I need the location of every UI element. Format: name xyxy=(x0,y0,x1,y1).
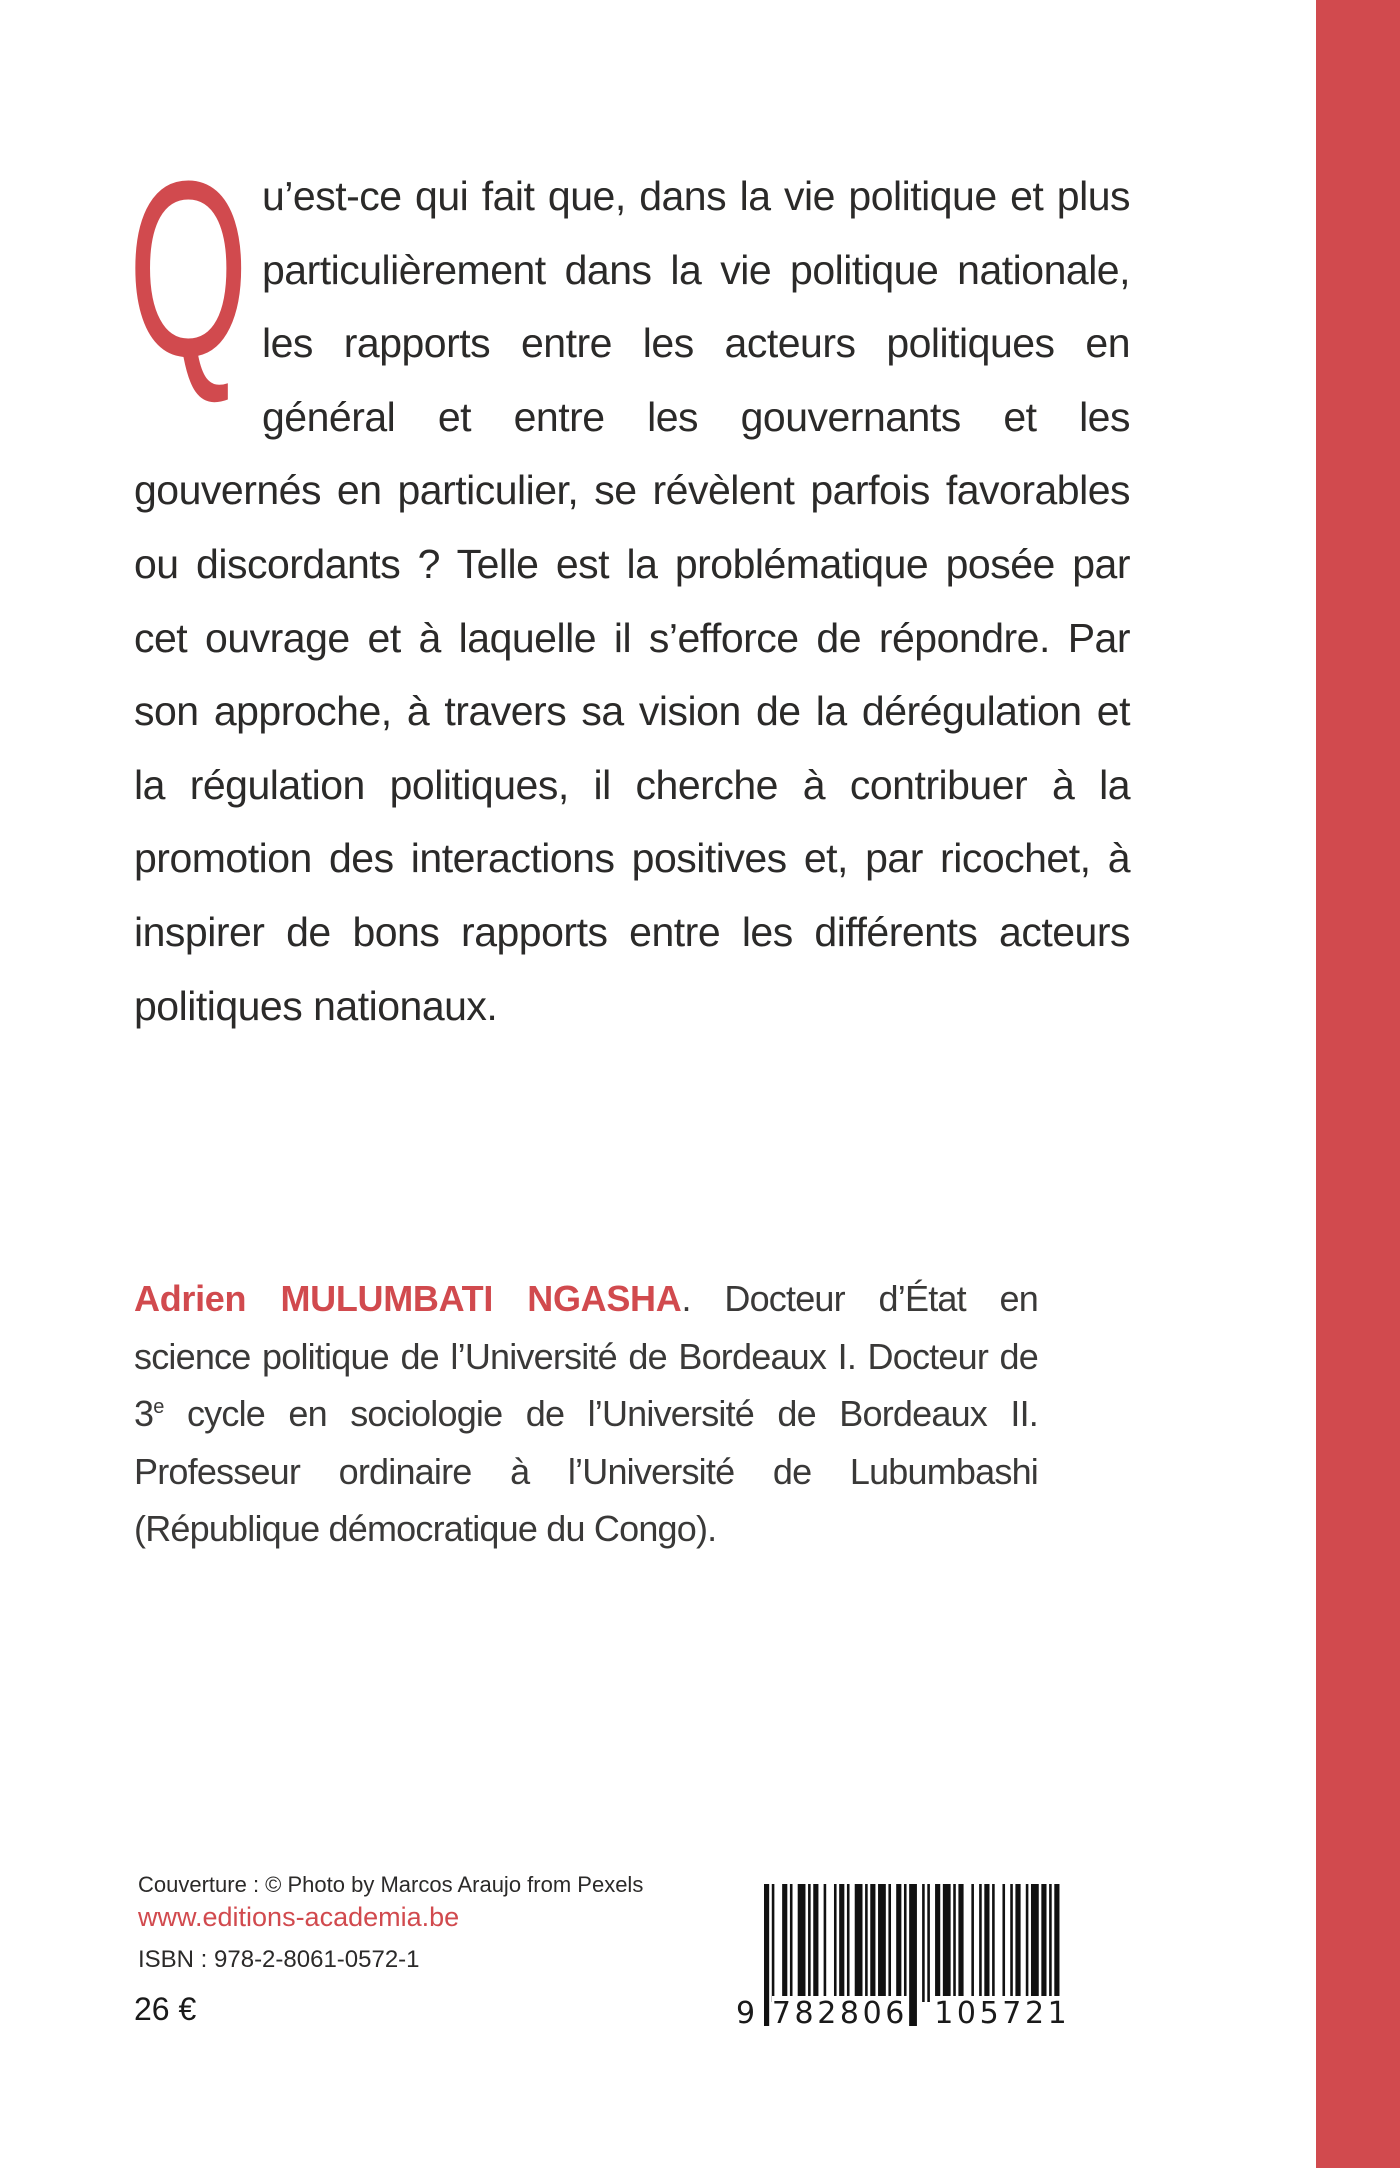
barcode-bar xyxy=(922,1884,925,2002)
barcode-bar xyxy=(927,1884,930,2002)
barcode-bar xyxy=(782,1884,787,2002)
barcode-bar xyxy=(1002,1884,1005,2002)
author-bio-text-2: cycle en sociologie de l’Université de Bordeaux II. Professeur ordinaire à l’Université de Lubumbashi (République démocratique du Congo). xyxy=(134,1393,1038,1549)
drop-cap-letter: Q xyxy=(128,129,247,408)
barcode-bar xyxy=(790,1884,793,2002)
barcode-bar xyxy=(855,1884,863,2002)
barcode-bar xyxy=(1041,1884,1046,2002)
barcode-bar xyxy=(992,1884,995,2002)
barcode-bar xyxy=(870,1884,875,2002)
barcode-digits-right: 105721 xyxy=(934,1996,1071,2031)
barcode-bar xyxy=(847,1884,850,2002)
price-label: 26 € xyxy=(134,1991,197,2027)
barcode-bar xyxy=(865,1884,868,2002)
isbn-barcode xyxy=(736,1876,1072,2036)
back-cover-blurb xyxy=(128,129,1130,1043)
author-bio-superscript: e xyxy=(153,1396,164,1418)
barcode-bar xyxy=(888,1884,891,2002)
barcode-bar xyxy=(824,1884,827,2002)
barcode-bar xyxy=(772,1884,775,2002)
author-bio-text-1: . Docteur d’État en science politique de l’Université de Bordeaux I. Docteur de 3 xyxy=(134,1278,1038,1434)
barcode-bar xyxy=(943,1884,951,2002)
barcode-bar xyxy=(813,1884,818,2002)
cover-photo-credit: Couverture : © Photo by Marcos Araujo from Pexels xyxy=(138,1872,644,1897)
barcode-bar xyxy=(839,1884,844,2002)
author-name: Adrien MULUMBATI NGASHA xyxy=(134,1278,682,1319)
barcode-bar xyxy=(971,1884,974,2002)
blurb-text: u’est-ce qui fait que, dans la vie politique et plus particulièrement dans la vie politique nationale, les rapports entre les acteurs politiques en général et entre les gouvernants et les gouvernés en particulier, se révèlent parfois favorables ou discordants ? Telle est la problématique posée par cet ouvrage et à laquelle il s’efforce de répondre. Par son approche, à travers sa vision de la dérégulation et la régulation politiques, il cherche à contribuer à la promotion des interactions positives et, par ricochet, à inspirer de bons rapports entre les différents acteurs politiques nationaux. xyxy=(134,173,1130,1029)
barcode-bar xyxy=(834,1884,837,2002)
barcode-bar xyxy=(896,1884,901,2002)
publisher-website-link[interactable]: www.editions-academia.be xyxy=(138,1902,460,1932)
barcode-bar xyxy=(1049,1884,1052,2002)
barcode-digits xyxy=(736,1996,1072,2031)
barcode-bar xyxy=(1026,1884,1029,2002)
barcode-bar xyxy=(878,1884,886,2002)
barcode-bar xyxy=(1010,1884,1013,2002)
barcode-bar xyxy=(979,1884,982,2002)
barcode-digit-lead: 9 xyxy=(736,1996,759,2031)
author-bio xyxy=(134,1270,1038,1558)
spine-color-band xyxy=(1316,0,1400,2168)
barcode-bar xyxy=(808,1884,811,2002)
isbn-number: ISBN : 978-2-8061-0572-1 xyxy=(138,1946,420,1973)
barcode-bar xyxy=(935,1884,940,2002)
barcode-bar xyxy=(984,1884,989,2002)
barcode-bar xyxy=(953,1884,956,2002)
barcode-bar xyxy=(1015,1884,1020,2002)
barcode-bar xyxy=(904,1884,907,2002)
barcode-digits-left: 782806 xyxy=(771,1996,908,2031)
barcode-bar xyxy=(798,1884,806,2002)
barcode-bar xyxy=(958,1884,963,2002)
barcode-bar xyxy=(1031,1884,1039,2002)
